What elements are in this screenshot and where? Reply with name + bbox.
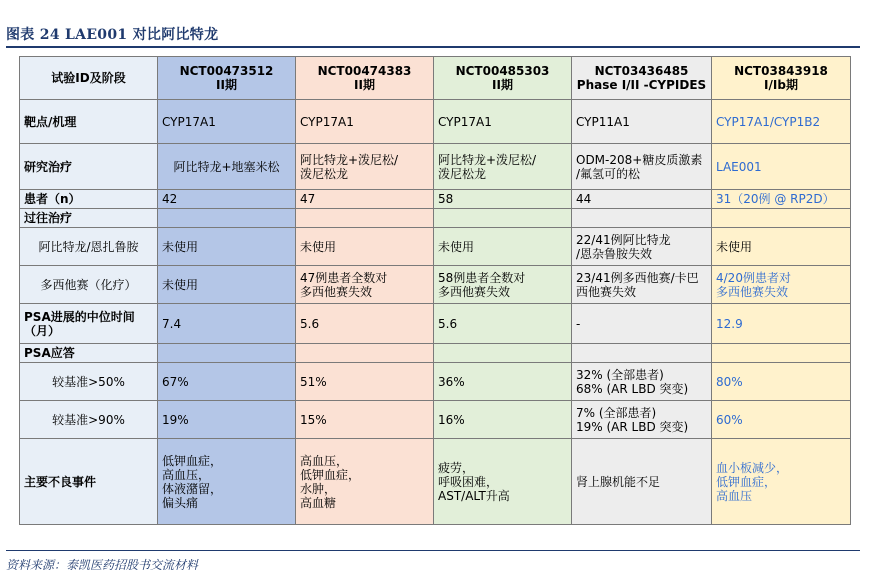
table-cell: 阿比特龙+地塞米松	[158, 144, 296, 190]
table-cell: 低钾血症， 高血压， 体液潴留， 偏头痛	[158, 439, 296, 525]
table-cell: 60%	[712, 401, 851, 439]
table-row-treatment	[20, 144, 851, 190]
table-cell: 阿比特龙+泼尼松/ 泼尼松龙	[434, 144, 572, 190]
row-label: PSA进展的中位时间 （月）	[20, 304, 158, 344]
table-cell: LAE001	[712, 144, 851, 190]
section-label: PSA应答	[20, 344, 158, 363]
table-cell	[158, 344, 296, 363]
section-label: 过往治疗	[20, 209, 158, 228]
table-cell: 4/20例患者对 多西他赛失效	[712, 266, 851, 304]
table-cell: 47例患者全数对 多西他赛失效	[296, 266, 434, 304]
row-label: 多西他赛（化疗）	[20, 266, 158, 304]
table-cell: 47	[296, 190, 434, 209]
table-row-patients	[20, 190, 851, 209]
table-cell: 血小板减少， 低钾血症， 高血压	[712, 439, 851, 525]
header-trial-1: NCT00473512 II期	[158, 57, 296, 100]
table-cell: 44	[572, 190, 712, 209]
table-cell: 12.9	[712, 304, 851, 344]
header-label: 试验ID及阶段	[20, 57, 158, 100]
table-cell: 7.4	[158, 304, 296, 344]
row-label: 研究治疗	[20, 144, 158, 190]
row-label: 较基准>90%	[20, 401, 158, 439]
table-row-adverse-events	[20, 439, 851, 525]
table-cell: 42	[158, 190, 296, 209]
table-cell: 16%	[434, 401, 572, 439]
table-cell: 阿比特龙+泼尼松/ 泼尼松龙	[296, 144, 434, 190]
table-row-psa-90	[20, 401, 851, 439]
comparison-table	[19, 56, 851, 525]
table-cell: CYP17A1/CYP1B2	[712, 100, 851, 144]
table-cell: CYP17A1	[296, 100, 434, 144]
table-cell	[296, 209, 434, 228]
table-cell	[572, 209, 712, 228]
header-trial-4: NCT03436485 Phase I/II -CYPIDES	[572, 57, 712, 100]
row-label: 靶点/机理	[20, 100, 158, 144]
comparison-table-wrapper	[19, 56, 851, 525]
table-cell: 5.6	[296, 304, 434, 344]
table-cell: CYP17A1	[158, 100, 296, 144]
table-cell: 51%	[296, 363, 434, 401]
table-cell: CYP17A1	[434, 100, 572, 144]
table-cell	[296, 344, 434, 363]
row-label: 患者（n）	[20, 190, 158, 209]
table-row-target	[20, 100, 851, 144]
table-row-psa-response	[20, 344, 851, 363]
table-cell: 7% (全部患者) 19% (AR LBD 突变)	[572, 401, 712, 439]
table-row-psa-progression	[20, 304, 851, 344]
table-cell: 19%	[158, 401, 296, 439]
table-cell: 未使用	[158, 228, 296, 266]
table-header-row	[20, 57, 851, 100]
table-cell	[712, 209, 851, 228]
table-cell: 67%	[158, 363, 296, 401]
table-cell: 高血压， 低钾血症， 水肿， 高血糖	[296, 439, 434, 525]
row-label: 主要不良事件	[20, 439, 158, 525]
table-cell: 58例患者全数对 多西他赛失效	[434, 266, 572, 304]
footer-divider	[6, 550, 860, 551]
row-label: 较基准>50%	[20, 363, 158, 401]
table-cell: 未使用	[158, 266, 296, 304]
table-cell: 未使用	[434, 228, 572, 266]
table-cell	[158, 209, 296, 228]
table-cell	[572, 344, 712, 363]
table-cell: 未使用	[712, 228, 851, 266]
table-cell: ODM-208+糖皮质激素 /氟氢可的松	[572, 144, 712, 190]
table-cell: -	[572, 304, 712, 344]
header-trial-2: NCT00474383 II期	[296, 57, 434, 100]
table-cell: 肾上腺机能不足	[572, 439, 712, 525]
table-row-psa-50	[20, 363, 851, 401]
table-cell: 58	[434, 190, 572, 209]
source-note: 资料来源：泰凯医药招股书交流材料	[6, 558, 199, 572]
table-cell	[712, 344, 851, 363]
table-cell: CYP11A1	[572, 100, 712, 144]
table-cell	[434, 209, 572, 228]
table-cell: 疲劳， 呼吸困难， AST/ALT升高	[434, 439, 572, 525]
table-cell: 15%	[296, 401, 434, 439]
figure-title: 图表 24 LAE001 对比阿比特龙	[6, 27, 219, 43]
header-trial-3: NCT00485303 II期	[434, 57, 572, 100]
title-divider	[6, 46, 860, 48]
table-cell: 36%	[434, 363, 572, 401]
row-label: 阿比特龙/恩扎鲁胺	[20, 228, 158, 266]
table-cell: 未使用	[296, 228, 434, 266]
table-cell: 23/41例多西他赛/卡巴 西他赛失效	[572, 266, 712, 304]
table-cell: 22/41例阿比特龙 /恩杂鲁胺失效	[572, 228, 712, 266]
table-row-docetaxel	[20, 266, 851, 304]
table-cell: 31（20例 @ RP2D）	[712, 190, 851, 209]
table-cell	[434, 344, 572, 363]
table-row-abiraterone-enzalutamide	[20, 228, 851, 266]
table-cell: 5.6	[434, 304, 572, 344]
table-cell: 80%	[712, 363, 851, 401]
table-cell: 32% (全部患者) 68% (AR LBD 突变)	[572, 363, 712, 401]
header-trial-5: NCT03843918 I/Ib期	[712, 57, 851, 100]
table-row-prior-therapy	[20, 209, 851, 228]
